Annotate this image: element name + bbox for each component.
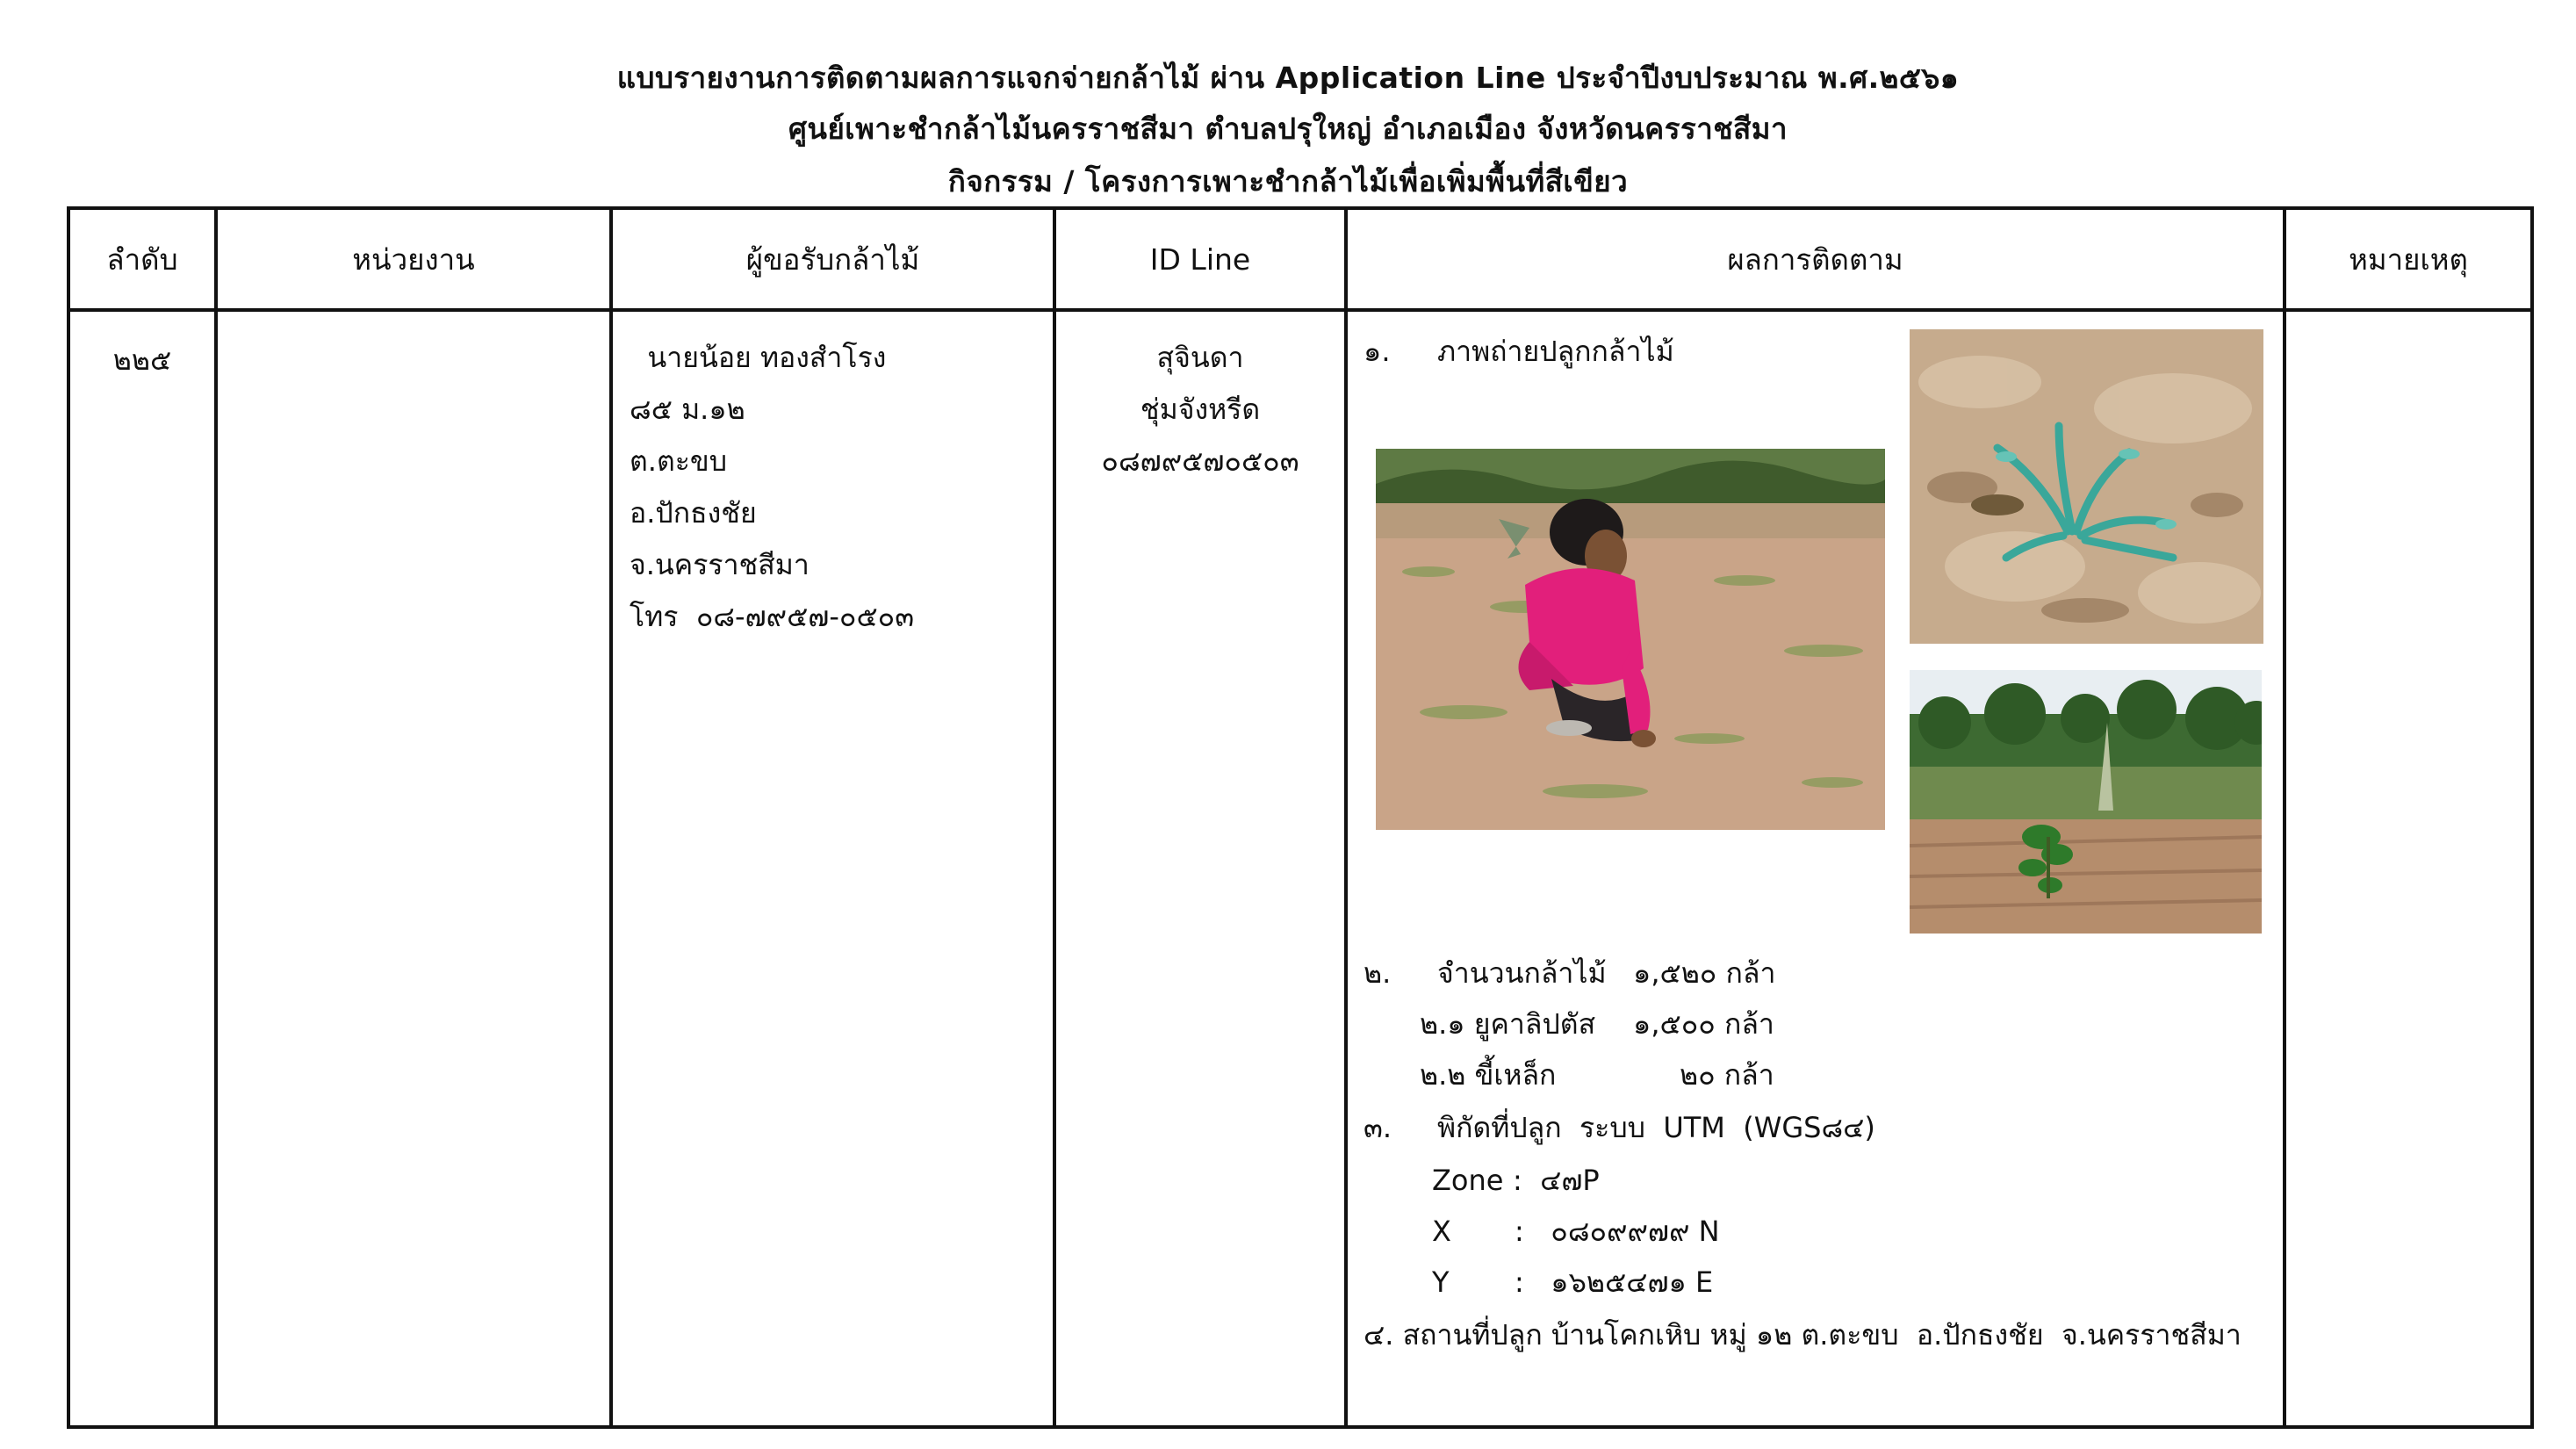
requester-subdistrict: ต.ตะขบ	[630, 444, 728, 478]
report-subtitle-activity: กิจกรรม / โครงการเพาะชำกล้าไม้เพื่อเพิ่มพื้นที่สีเขียว	[947, 164, 1629, 198]
x-coordinate-label: X	[1432, 1215, 1451, 1248]
item4-planting-location: ๔. สถานที่ปลูก บ้านโคกเหิบ หมู่ ๑๒ ต.ตะขบ อ.ปักธงชัย จ.นครราชสีมา	[1364, 1318, 2241, 1352]
item2-label: จำนวนกล้าไม้	[1437, 956, 1607, 990]
column-header-agency: หน่วยงาน	[216, 208, 611, 310]
table-header-row	[68, 208, 2532, 310]
planting-photo-person	[1376, 449, 1885, 830]
y-coordinate-label: Y	[1432, 1265, 1450, 1299]
row-requester	[611, 310, 1054, 1427]
requester-name: นายน้อย ทองสำโรง	[630, 341, 887, 374]
column-header-id-line: ID Line	[1054, 208, 1346, 310]
table-row	[68, 310, 2532, 1427]
report-subtitle-center: ศูนย์เพาะชำกล้าไม้นครราชสีมา ตำบลปรุใหญ่ อำเภอเมือง จังหวัดนครราชสีมา	[788, 112, 1788, 146]
item2-2-value: ๒๐ กล้า	[1680, 1058, 1774, 1092]
report-title: แบบรายงานการติดตามผลการแจกจ่ายกล้าไม้ ผ่าน Application Line ประจำปีงบประมาณ พ.ศ.๒๕๖๑	[616, 61, 1960, 95]
line-first-name: สุจินดา	[1156, 341, 1244, 374]
column-header-remark: หมายเหตุ	[2285, 208, 2532, 310]
line-phone-id: ๐๘๗๙๕๗๐๕๐๓	[1101, 444, 1299, 478]
x-coordinate-value: : ๐๘๐๙๙๗๙ N	[1515, 1215, 1720, 1248]
requester-district: อ.ปักธงชัย	[630, 496, 757, 530]
column-header-result: ผลการติดตาม	[1346, 208, 2285, 310]
y-coordinate-value: : ๑๖๒๕๔๗๑ E	[1515, 1265, 1714, 1299]
zone-label: Zone	[1432, 1164, 1504, 1197]
requester-phone: โทร ๐๘-๗๙๕๗-๐๕๐๓	[630, 600, 915, 633]
item3-number: ๓.	[1364, 1111, 1392, 1144]
planting-photo-seedling	[1910, 329, 2263, 644]
requester-address: ๘๕ ม.๑๒	[630, 393, 745, 426]
item1-label: ภาพถ่ายปลูกกล้าไม้	[1437, 335, 1674, 368]
row-index: ๒๒๕	[68, 310, 216, 1427]
item2-value: ๑,๕๒๐ กล้า	[1633, 956, 1776, 990]
item3-label: พิกัดที่ปลูก ระบบ UTM (WGS๘๔)	[1437, 1111, 1875, 1144]
zone-value: : ๔๗P	[1513, 1164, 1600, 1197]
row-id-line	[1054, 310, 1346, 1427]
planting-photo-field	[1910, 670, 2262, 934]
row-remark	[2285, 310, 2532, 1427]
report-table	[67, 206, 2534, 1429]
item1-number: ๑.	[1364, 335, 1391, 368]
item2-1-value: ๑,๕๐๐ กล้า	[1633, 1007, 1774, 1041]
column-header-requester: ผู้ขอรับกล้าไม้	[611, 208, 1054, 310]
item2-2-label: ๒.๒ ขี้เหล็ก	[1420, 1058, 1557, 1092]
requester-province: จ.นครราชสีมา	[630, 548, 809, 581]
row-agency	[216, 310, 611, 1427]
row-result	[1346, 310, 2285, 1427]
column-header-index: ลำดับ	[68, 208, 216, 310]
item2-number: ๒.	[1364, 956, 1392, 990]
line-last-name: ชุ่มจังหรีด	[1140, 393, 1261, 426]
item2-1-label: ๒.๑ ยูคาลิปตัส	[1420, 1007, 1596, 1041]
